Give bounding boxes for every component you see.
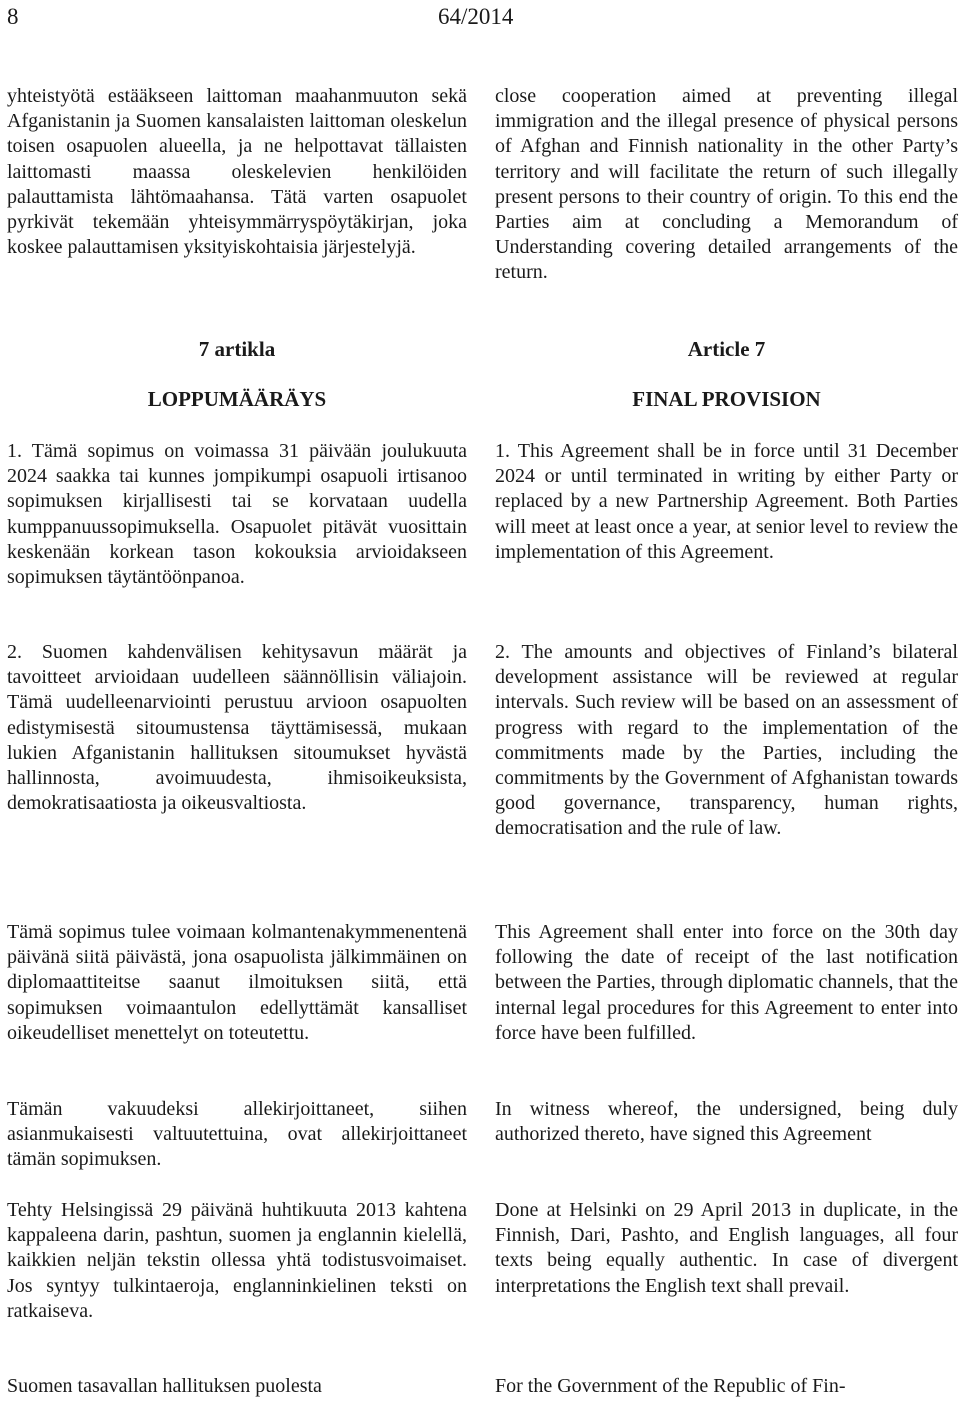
en-witness-clause: In witness whereof, the undersigned, being duly authorized thereto, have signed this Agreement	[495, 1098, 958, 1146]
page-header	[0, 0, 960, 40]
page-number: 8	[7, 4, 19, 29]
en-signatory: For the Government of the Republic of Fin-	[495, 1375, 846, 1397]
fi-article-number: 7 artikla	[198, 337, 276, 361]
document-number: 64/2014	[438, 4, 514, 29]
en-paragraph-1: 1. This Agreement shall be in force until 31 December 2024 or until terminated in writing by either Party or replaced by a new Partnership Agreement. Both Parties will meet at least once a year, at senior level to review the implementation of this Agreement.	[495, 440, 958, 563]
fi-intro-paragraph: yhteistyötä estääkseen laittoman maahanmuuton sekä Afganistanin ja Suomen kansalaisten laittoman oleskelun toisen osapuolen alueella, ja ne helpottavat tällaisten laittomasti maassa oleskelevien henkilöiden palauttamista lähtömaahansa. Tätä varten osapuolet pyrkivät tekemään yhteisymmärryspöytäkirjan, joka koskee palauttamisen yksityiskohtaisia järjestelyjä.	[7, 85, 467, 259]
fi-witness-clause: Tämän vakuudeksi allekirjoittaneet, siihen asianmukaisesti valtuutettuina, ovat allekirjoittaneet tämän sopimuksen.	[7, 1098, 467, 1171]
fi-done-at: Tehty Helsingissä 29 päivänä huhtikuuta 2013 kahtena kappaleena darin, pashtun, suomen ja englannin kielellä, kaikkien neljän tekstin ollessa yhtä todistusvoimaiset. Jos syntyy tulkintaeroja, englanninkielinen teksti on ratkaiseva.	[7, 1199, 467, 1322]
en-article-title: FINAL PROVISION	[632, 387, 821, 411]
en-done-at: Done at Helsinki on 29 April 2013 in duplicate, in the Finnish, Dari, Pashto, and English languages, all four texts being equally authentic. In case of divergent interpretations the English text shall prevail.	[495, 1199, 958, 1297]
en-paragraph-2: 2. The amounts and objectives of Finland’s bilateral development assistance will be reviewed at regular intervals. Such review will be based on an assessment of progress with regard to the implementation of the commitments made by the Parties, including the commitments by the Government of Afghanistan towards good governance, transparency, human rights, democratisation and the rule of law.	[495, 641, 958, 840]
fi-paragraph-1: 1. Tämä sopimus on voimassa 31 päivään joulukuuta 2024 saakka tai kunnes jompikumpi osapuoli irtisanoo sopimuksen kirjallisesti tai se korvataan uudella kumppanuussopimuksella. Osapuolet pitävät vuosittain keskenään korkean tason kokouksia arvioidakseen sopimuksen täytäntöönpanoa.	[7, 440, 467, 589]
en-intro-paragraph: close cooperation aimed at preventing illegal immigration and the illegal presence of physical persons of Afghan and Finnish nationality in the other Party’s territory and will facilitate the return of such illegally present persons to their country of origin. To this end the Parties aim at concluding a Memorandum of Understanding covering detailed arrangements of the return.	[495, 85, 958, 284]
fi-entry-into-force: Tämä sopimus tulee voimaan kolmantenakymmenentenä päivänä siitä päivästä, jona osapuolista jälkimmäinen on diplomaattiteitse saanut ilmoituksen siitä, että sopimuksen voimaantulon edellyttämät kansalliset oikeudelliset menettelyt on toteutettu.	[7, 921, 467, 1044]
en-entry-into-force: This Agreement shall enter into force on the 30th day following the date of receipt of the last notification between the Parties, through diplomatic channels, that the internal legal procedures for this Agreement to enter into force have been fulfilled.	[495, 921, 958, 1044]
en-article-number: Article 7	[687, 337, 766, 361]
fi-paragraph-2: 2. Suomen kahdenvälisen kehitysavun määrät ja tavoitteet arvioidaan uudelleen säännöllisin väliajoin. Tämä uudelleenarviointi perustuu arvioon osapuolten edistymisestä sitoumustensa täyttämisessä, mukaan lukien Afganistanin hallituksen sitoumukset hyvästä hallinnosta, avoimuudesta, ihmisoikeuksista, demokratisaatiosta ja oikeusvaltiosta.	[7, 641, 467, 815]
fi-article-title: LOPPUMÄÄRÄYS	[147, 387, 327, 411]
fi-signatory: Suomen tasavallan hallituksen puolesta	[7, 1375, 322, 1397]
